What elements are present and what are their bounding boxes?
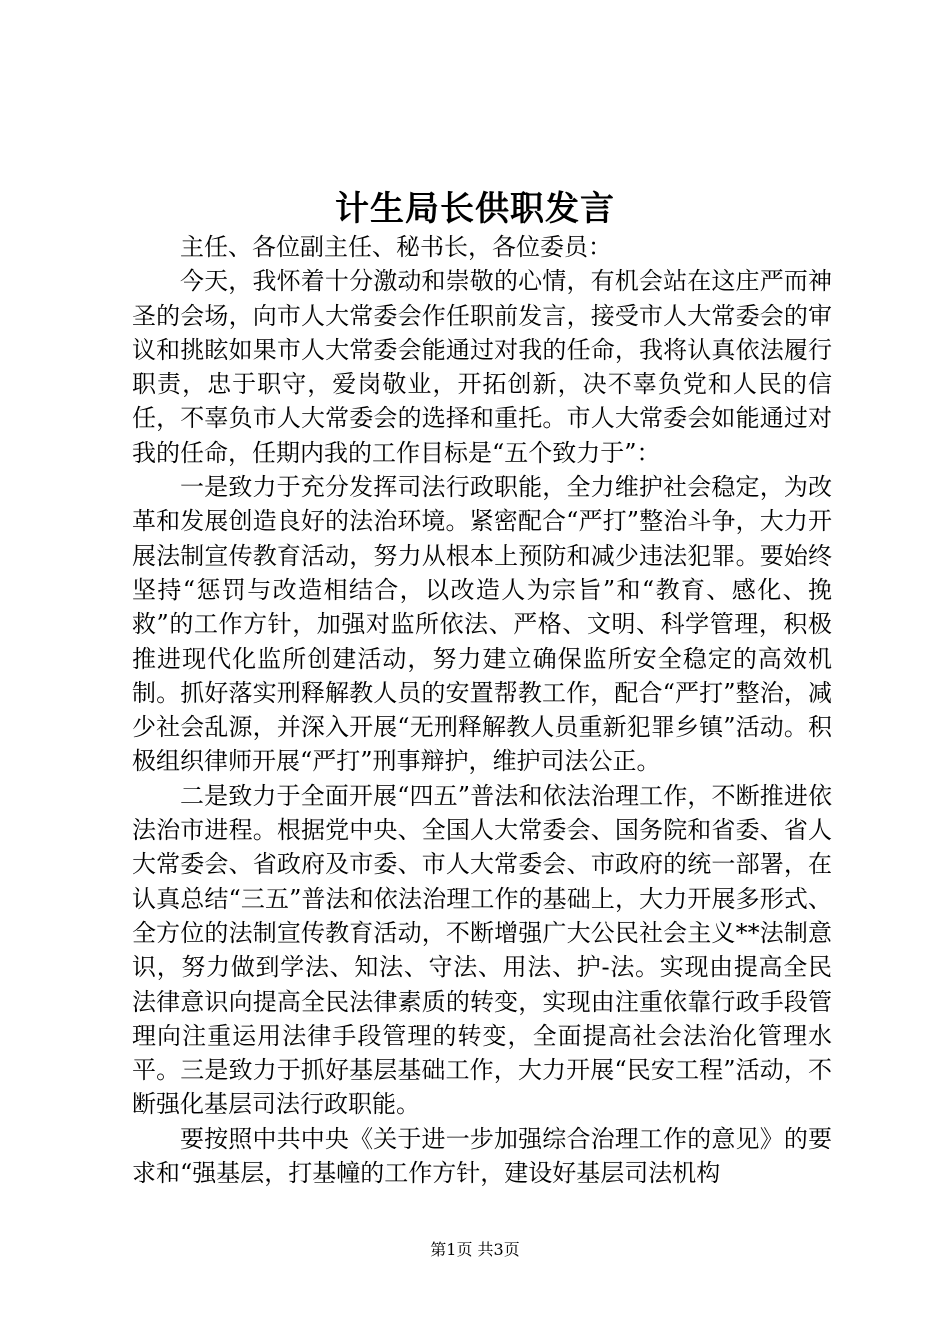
page-number-footer: 第1页 共3页 <box>430 1240 520 1259</box>
document-body <box>132 230 832 1190</box>
continuation-paragraph: 要按照中共中央《关于进一步加强综合治理工作的意见》的要求和“强基层，打基幢的工作方针，建设好基层司法机构 <box>132 1124 832 1188</box>
document-title: 计生局长供职发言 <box>335 189 615 229</box>
salutation-paragraph: 主任、各位副主任、秘书长，各位委员： <box>180 233 612 261</box>
goal-two-paragraph: 二是致力于全面开展“四五”普法和依法治理工作，不断推进依法治市进程。根据党中央、全国人大常委会、国务院和省委、省人大常委会、省政府及市委、市人大常委会、市政府的统一部署，在认真总结“三五”普法和依法治理工作的基础上，大力开展多形式、全方位的法制宣传教育活动，不断增强广大公民社会主义**法制意识，努力做到学法、知法、守法、用法、护-法。实现由提高全民法律意识向提高全民法律素质的转变，实现由注重依靠行政手段管理向注重运用法律手段管理的转变，全面提高社会法治化管理水平。三是致力于抓好基层基础工作，大力开展“民安工程”活动，不断强化基层司法行政职能。 <box>132 781 832 1119</box>
goal-one-paragraph: 一是致力于充分发挥司法行政职能，全力维护社会稳定，为改革和发展创造良好的法治环境。紧密配合“严打”整治斗争，大力开展法制宣传教育活动，努力从根本上预防和减少违法犯罪。要始终坚持“惩罚与改造相结合，以改造人为宗旨”和“教育、感化、挽救”的工作方针，加强对监所依法、严格、文明、科学管理，积极推进现代化监所创建活动，努力建立确保监所安全稳定的高效机制。抓好落实刑释解教人员的安置帮教工作，配合“严打”整治，减少社会乱源，并深入开展“无刑释解教人员重新犯罪乡镇”活动。积极组织律师开展“严打”刑事辩护，维护司法公正。 <box>132 473 832 776</box>
intro-paragraph: 今天，我怀着十分激动和崇敬的心情，有机会站在这庄严而神圣的会场，向市人大常委会作任职前发言，接受市人大常委会的审议和挑眩如果市人大常委会能通过对我的任命，我将认真依法履行职责，忠于职守，爱岗敬业，开拓创新，决不辜负党和人民的信任，不辜负市人大常委会的选择和重托。市人大常委会如能通过对我的任命，任期内我的工作目标是“五个致力于”： <box>132 267 832 467</box>
